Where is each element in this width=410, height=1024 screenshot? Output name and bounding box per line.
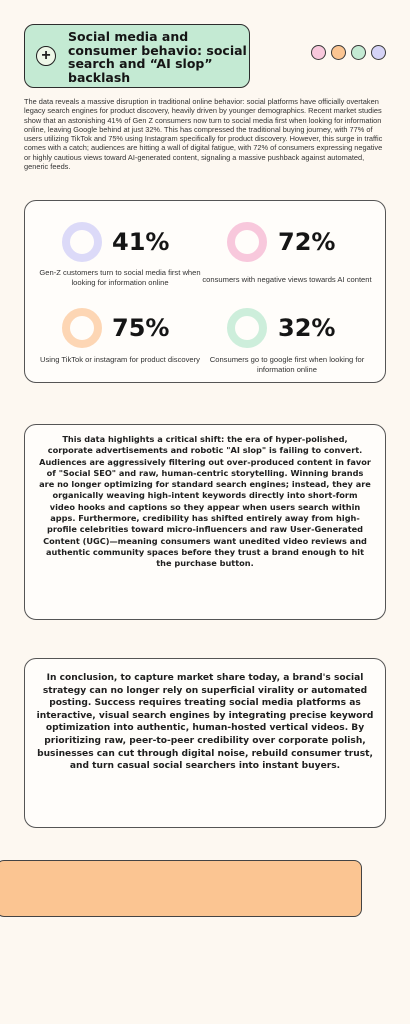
page-title: Social media and consumer behavio: social search and “AI slop” backlash	[68, 29, 247, 85]
footer-bar	[0, 860, 362, 917]
donut-ring-icon	[226, 307, 268, 349]
donut-ring-icon	[61, 221, 103, 263]
color-dot-pink	[311, 45, 326, 60]
stat-value: 41%	[112, 228, 170, 256]
conclusion-card	[24, 658, 386, 828]
stat-value: 75%	[112, 314, 170, 342]
color-dot-orange	[331, 45, 346, 60]
donut-ring-icon	[61, 307, 103, 349]
stat-label: Using TikTok or instagram for product discovery	[40, 355, 200, 364]
insight-card	[24, 424, 386, 620]
stat-value: 72%	[278, 228, 336, 256]
color-dot-green	[351, 45, 366, 60]
stat-label: consumers with negative views towards AI content	[202, 275, 372, 284]
stat-label: Consumers go to google first when looking for information online	[209, 355, 365, 374]
plus-circle-icon[interactable]: +	[36, 46, 56, 66]
title-box	[24, 24, 250, 88]
donut-ring-icon	[226, 221, 268, 263]
stats-card	[24, 200, 386, 383]
color-dots	[311, 45, 386, 60]
intro-paragraph: The data reveals a massive disruption in traditional online behavior: social platforms have officially overtaken legacy search engines for product discovery, heavily driven by younger demographics. Recent market studies show that an astonishing 41% of Gen Z consumers now turn to social media first when looking for information online, leaving Google behind at just 32%. This has compressed the traditional buying journey, with 77% of users utilizing TikTok and 75% using Instagram specifically for product discovery. However, this surge in traffic comes with a catch; audiences are hitting a wall of digital fatigue, with 72% of consumers expressing negative or highly cautious views toward AI-generated content, signaling a massive pushback against automated, generic feeds.	[24, 97, 383, 172]
color-dot-lavender	[371, 45, 386, 60]
stat-value: 32%	[278, 314, 336, 342]
conclusion-paragraph: In conclusion, to capture market share today, a brand's social strategy can no longer rely on superficial virality or automated posting. Success requires treating social media platforms as interactive, visual search engines by integrating precise keyword optimization into authentic, human-hosted vertical videos. By prioritizing raw, peer-to-peer credibility over corporate polish, businesses can cut through digital noise, rebuild consumer trust, and turn casual social searchers into instant buyers.	[36, 673, 374, 772]
stat-label: Gen-Z customers turn to social media first when looking for information online	[39, 268, 201, 287]
insight-paragraph: This data highlights a critical shift: the era of hyper-polished, corporate advertisements and robotic "AI slop" is failing to convert. Audiences are aggressively filtering out over-produced content in favor of "Social SEO" and raw, human-centric storytelling. Winning brands are no longer optimizing for standard search engines; instead, they are organically weaving high-intent keywords directly into short-form video hooks and captions so they appear when users search within apps. Furthermore, credibility has shifted entirely away from high-profile celebrities toward micro-influencers and raw User-Generated Content (UGC)—meaning consumers want unedited video reviews and authentic community spaces before they trust a brand enough to hit the purchase button.	[39, 434, 371, 569]
